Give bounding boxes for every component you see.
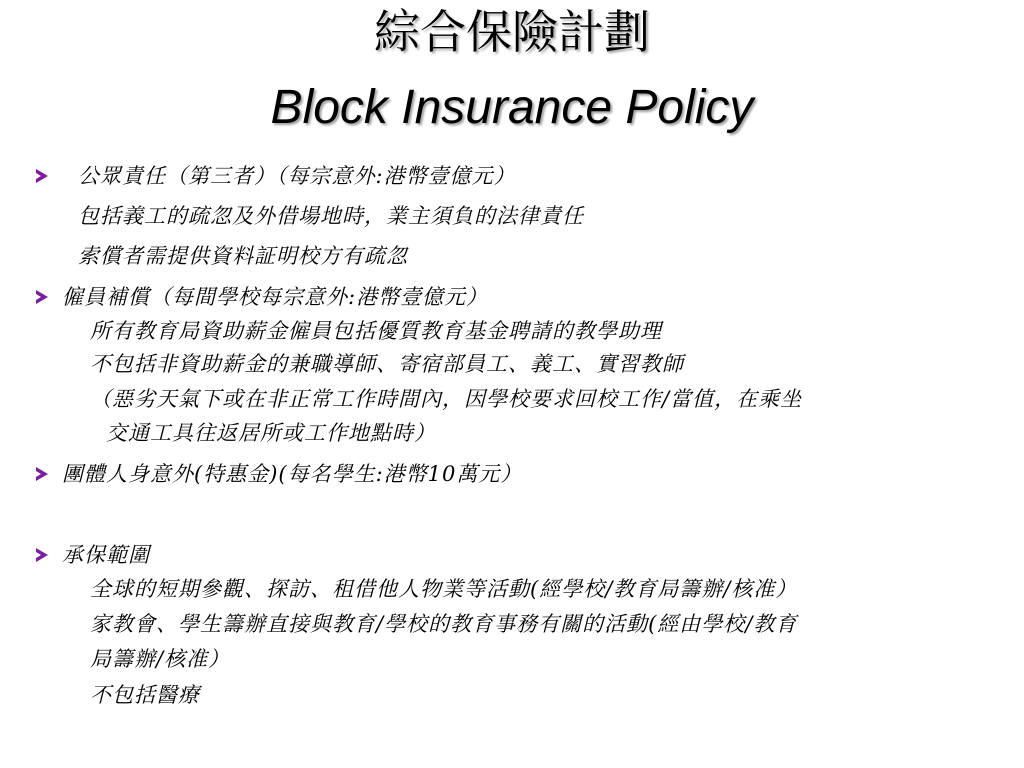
arrow-bullet-icon [36,467,48,481]
section-line: 家教會、學生籌辦直接與教育/學校的教育事務有關的活動(經由學校/教育 [90,612,798,636]
section-line: 交通工具往返居所或工作地點時） [106,421,436,445]
section-line: 包括義工的疏忽及外借場地時，業主須負的法律責任 [78,204,584,228]
section-heading-employee-compensation: 僱員補償（每間學校每宗意外:港幣壹億元） [62,285,489,309]
section-heading-group-personal-accident: 團體人身意外(特惠金)(每名學生:港幣10萬元） [62,462,523,486]
section-heading-public-liability: 公眾責任（第三者）（每宗意外:港幣壹億元） [78,164,516,188]
section-line: 不包括醫療 [90,683,200,707]
section-line: （惡劣天氣下或在非正常工作時間內，因學校要求回校工作/當值，在乘坐 [90,387,803,411]
arrow-bullet-icon [36,169,48,183]
arrow-bullet-icon [36,548,48,562]
section-line: 局籌辦/核准） [90,647,231,671]
section-line: 所有教育局資助薪金僱員包括優質教育基金聘請的教學助理 [90,319,662,343]
arrow-bullet-icon [36,290,48,304]
slide-title-english: Block Insurance Policy [270,81,754,134]
section-line: 不包括非資助薪金的兼職導師、寄宿部員工、義工、實習教師 [90,352,684,376]
section-heading-coverage: 承保範圍 [62,543,150,567]
section-line: 索償者需提供資料証明校方有疏忽 [78,244,408,268]
slide-title-chinese: 綜合保險計劃 [374,5,650,59]
section-line: 全球的短期參觀、探訪、租借他人物業等活動(經學校/教育局籌辦/核准） [90,577,798,601]
